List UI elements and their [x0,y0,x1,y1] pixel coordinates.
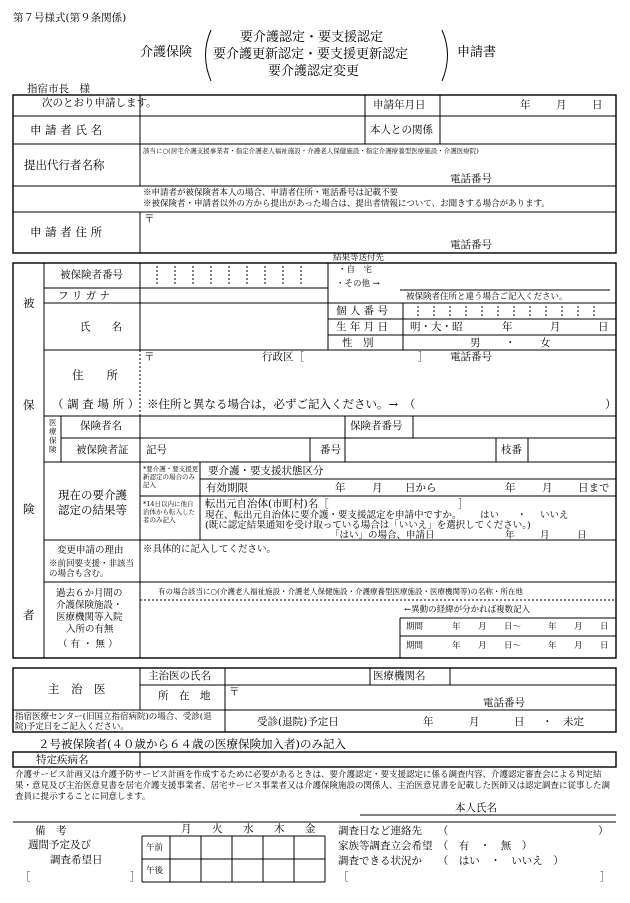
valid-y1: 年 [335,482,346,494]
doctor-label: 主 治 医 [48,682,106,696]
date-year: 年 [520,99,531,111]
day-tue: 火 [212,823,223,835]
date-month: 月 [556,99,567,111]
sex-dot: ・ [505,337,516,349]
day-fri: 金 [305,823,316,835]
period-2-m2: 月 [574,641,583,651]
send-other: ・その他 → [336,279,380,289]
change-label: 変更申請の理由 [57,545,124,556]
change-write-note: ※具体的に記入してください。 [143,544,277,555]
facility-label-2: 介護保険施設・ [56,600,123,611]
sex-female: 女 [540,337,551,349]
doctor-postal: 〒 [229,686,240,698]
day-thu: 木 [274,823,285,835]
valid-from: 日から [405,482,437,494]
level-label: 要介護・要支援状態区分 [208,465,324,477]
valid-label: 有効期限 [206,482,248,494]
intro-text: 次のとおり申請します。 [42,97,157,109]
insurer-no-label: 保険者番号 [350,420,403,432]
title-option-3: 要介護認定変更 [268,64,360,79]
agent-label: 提出代行者名称 [24,158,105,172]
day-wed: 水 [243,823,254,835]
insured-postal: 〒 [144,351,155,363]
remarks-right-bracket-right: ］ [600,871,611,883]
birth-month: 月 [550,321,561,333]
facility-label-1: 過去６か月間の [56,588,123,599]
insured-phone: 電話番号 [450,351,492,363]
send-home: ・自 宅 [338,265,373,275]
visit-y: 年 [423,716,434,728]
insured-number-label: 被保険者番号 [60,269,123,281]
center-note: 指宿医療センター(旧国立指宿病院)の場合、受診(退院)予定日をご記入ください。 [15,712,212,732]
pending-note: (既に認定結果通知を受け取っている場合は「いいえ」を選択してください。) [205,520,531,531]
contact-close: ） [598,825,609,837]
pending-y: 年 [505,530,515,541]
visit-m: 月 [469,716,480,728]
facility-note: 有の場合該当に○(介護老人福祉施設・介護老人保健施設・介護療養型医療施設・医療機関等)の名称・所在地 [158,587,523,596]
signature-label: 本人氏名 [455,802,497,814]
disease-label: 特定疾病名 [36,754,89,766]
insured-name-label: 氏 名 [80,321,122,333]
birth-day: 日 [598,321,609,333]
card-edaban: 枝番 [501,444,522,456]
valid-m2: 月 [542,482,553,494]
applicant-phone: 電話番号 [450,239,492,251]
pending-no: いいえ [540,510,569,521]
facility-label-3: 医療機関等入院 [56,612,123,623]
period-2-d2: 日 [600,641,609,651]
doctor-name-label: 主治医の氏名 [148,670,211,682]
survey-close: ） [605,397,617,411]
relation-label: 本人との関係 [370,124,433,136]
contact-label: 調査日など連絡先 （ [338,825,449,837]
type2-heading: ２号被保険者(４０歳から６４歳の医療保険加入者)のみ記入 [38,737,346,751]
sex-male: 男 [470,337,481,349]
row-am: 午前 [146,843,164,853]
period-1-m: 月 [478,622,487,632]
consent-text: 介護サービス計画又は介護予防サービス計画を作成するために必要があるときは、要介護認定・要支援認定に係る調査内容、介護認定審査会による判定結果・意見及び主治医意見書を居宅介護支援事業者、居宅サービス事業者又は介護保険施設の関係人、主治医意見書を記載した医師又は認定調査に従事した調査員に提示することに同意します。 [15,770,611,802]
visit-undecided: 未定 [563,716,584,728]
period-2-m: 月 [478,641,487,651]
agent-phone: 電話番号 [450,173,492,185]
date-day: 日 [592,99,603,111]
pending-dot: ・ [517,510,527,521]
remarks-label: 備 考 [35,825,67,837]
send-label: 結果等送付先 [333,253,385,263]
note-1: ※申請者が被保険者本人の場合、申請者住所・電話番号は記載不要 [143,188,399,198]
ward-label: 行政区［ [262,351,304,363]
facility-label-5: （ 有 ・ 無 ） [58,639,118,650]
period-2-label: 期間 [406,641,424,651]
card-kigo: 記号 [146,444,167,456]
side-label-sha: 者 [23,608,35,622]
visit-label: 受診(退院)予定日 [257,716,339,728]
doctor-address-label: 所 在 地 [158,690,211,702]
insurer-label: 保険者名 [80,420,122,432]
period-2-d: 日～ [504,641,522,651]
period-1-y2: 年 [548,622,557,632]
birth-year: 年 [502,321,513,333]
note-transfer: *14日以内に他自治体から転入した者のみ記入 [143,500,195,524]
survey-note: ※住所と異なる場合は，必ずご記入ください。→ （ [147,397,416,411]
remarks-bracket-left: ［ [20,871,31,883]
pending-yes: はい [480,510,500,521]
title-option-1: 要介護認定・要支援認定 [240,30,384,45]
row-pm: 午後 [146,866,164,876]
period-1-m2: 月 [574,622,583,632]
valid-m1: 月 [372,482,383,494]
facility-multi-note: ←異動の経緯が分かれば複数記入 [404,605,531,615]
personal-number-label: 個 人 番 号 [336,305,389,317]
period-1-d: 日～ [504,622,522,632]
prev-muni-label: 転出元自治体(市町村)名［ [205,498,329,510]
addr-diff-note: 被保険者住所と違う場合ご記入ください。 [406,292,568,302]
doctor-phone: 電話番号 [483,697,525,709]
medical-side-label: 医療保険 [49,418,57,454]
applicant-address-label: 申 請 者 住 所 [30,225,103,239]
note-2: ※被保険者・申請者以外の方から提出があった場合は、提出者情報について、お聞きする場合があります。 [143,199,550,209]
yes-case-label: 「はい」の場合、申請日 [330,530,435,541]
remarks-bracket-right: ］ [130,871,141,883]
survey-label: （ 調 査 場 所 ） [52,397,140,411]
agent-note: 該当に○(居宅介護支援事業者・指定介護老人福祉施設・介護老人保健施設・指定介護療養型医療施設・介護医療院) [143,147,479,155]
prev-muni-close: ］ [458,498,469,510]
applicant-name-label: 申 請 者 氏 名 [30,123,103,137]
period-1-label: 期間 [406,622,424,632]
side-label-ken: 険 [23,502,35,516]
current-label-1: 現在の要介護 [58,488,127,502]
form-number: 第７号様式(第９条関係) [13,12,127,24]
address-label: 住 所 [72,368,118,382]
card-bango: 番号 [320,444,341,456]
applicant-postal: 〒 [144,213,155,225]
remarks-sub-1: 週間予定及び [28,839,91,851]
card-label: 被保険者証 [76,444,129,456]
period-2-y: 年 [452,641,461,651]
period-1-y: 年 [452,622,461,632]
pending-d: 日 [577,530,587,541]
day-mon: 月 [181,823,192,835]
side-label-hi: 被 [23,296,35,310]
addressee: 指宿市長 様 [27,83,90,95]
ward-close: ］ [418,351,429,363]
title-right: 申請書 [457,45,497,60]
period-2-y2: 年 [548,641,557,651]
visit-d: 日 [514,716,525,728]
facility-label-4: 入所の有無 [66,624,114,635]
period-1-d2: 日 [600,622,609,632]
institution-label: 医療機関名 [373,670,426,682]
survey-possible: 調査できる状況か （ はい ・ いいえ ） [338,855,564,867]
sex-label: 性 別 [342,337,374,349]
change-note: ※前回要支援・非該当の場合も含む。 [49,559,135,579]
note-renewal: *要介護・要支援更新認定の場合のみ記入 [143,465,199,489]
current-label-2: 認定の結果等 [58,503,127,517]
era: 明・大・昭 [410,321,463,333]
side-label-ho: 保 [23,398,35,412]
visit-dot: ・ [542,716,553,728]
valid-until: 日まで [578,482,610,494]
kana-label: フ リ ガ ナ [58,290,111,302]
remarks-sub-2: 調査希望日 [50,854,103,866]
pending-m: 月 [540,530,550,541]
date-label: 申請年月日 [373,99,426,111]
family-presence: 家族等調査立会希望 （ 有 ・ 無 ） [338,840,533,852]
remarks-right-bracket-left: ［ [338,871,349,883]
title-left: 介護保険 [140,45,193,60]
pending-question: 現在、転出元自治体に要介護・要支援認定を申請中ですか。 [205,510,462,521]
valid-y2: 年 [505,482,516,494]
title-option-2: 要介護更新認定・要支援更新認定 [213,47,409,62]
birth-label: 生 年 月 日 [336,321,389,333]
